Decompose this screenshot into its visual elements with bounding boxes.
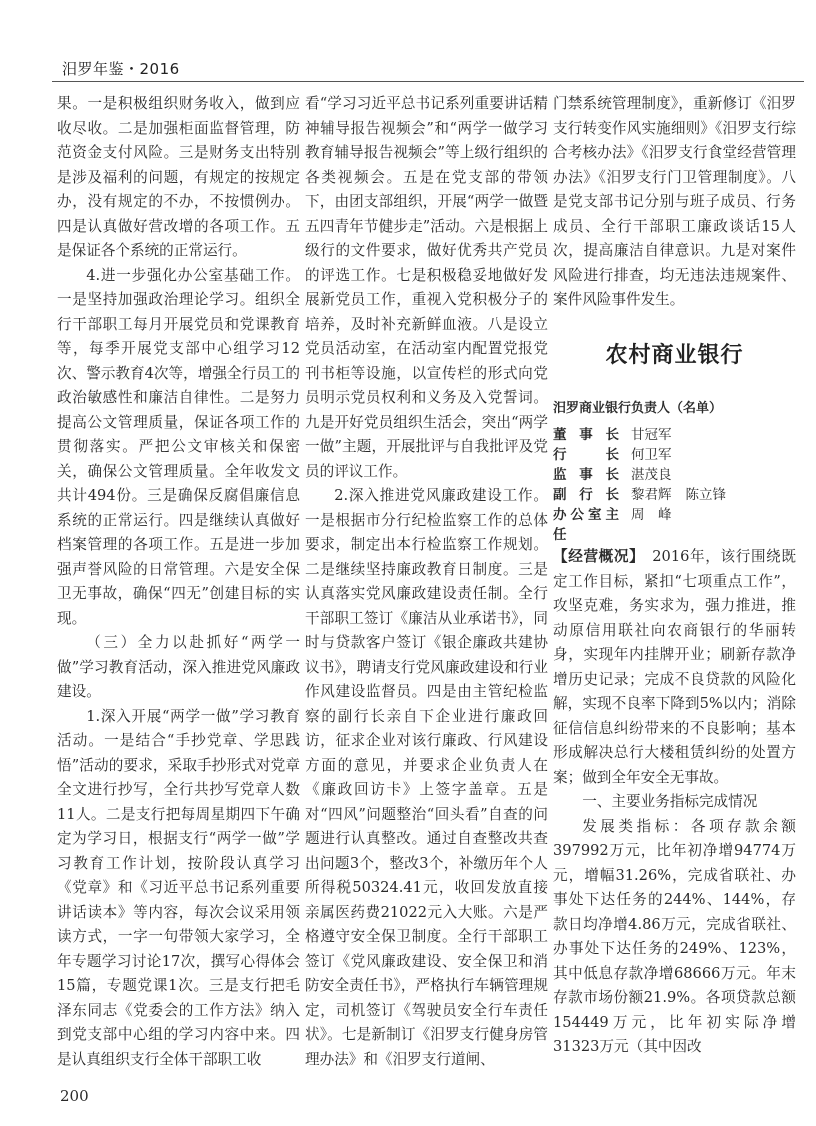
paragraph: 2.深入推进党风廉政建设工作。一是根据市分行纪检监察工作的总体要求，制定出本行检监察工作规划。二是继续坚持廉政教育日制度。三是认真落实党风廉政建设责任制。全行干部职工签订《廉洁从业承诺书》，同时与贷款客户签订《银企廉政共建协议书》，聘请支行党风廉政建设和行业作风建设监督员。四是由主管纪检监察的副行长亲自下企业进行廉政回访，征求企业对该行廉政、行风建设方面的意见，并要求企业负责人在《廉政回访卡》上签字盖章。五是对“四风”问题整治“回头看”自查的问题进行认真整改。通过自查整改共查出问题3个，整改3个，补缴历年个人所得税50324.41元，收回发放直接亲属医药费21022元入大账。六是严格遵守安全保卫制度。全行干部职工签订《党风廉政建设、安全保卫和消防安全责任书》，严格执行车辆管理规定，司机签订《驾驶员安全行车责任状》。七是新制订《汨罗支行健身房管理办法》和《汨罗支行道闸、	[305, 487, 548, 1068]
paragraph: 果。一是积极组织财务收入，做到应收尽收。二是加强柜面监督管理，防范资金支付风险。三是财务支出特别是涉及福利的问题，有规定的按规定办，没有规定的不办，不按惯例办。四是认真做好营改增的各项工作。五是保证各个系统的正常运行。	[57, 95, 300, 259]
text-column-3	[553, 92, 796, 1060]
page-number: 200	[60, 1087, 89, 1105]
leaders-list	[553, 425, 796, 545]
paragraph: 发展类指标：各项存款余额397992万元，比年初净增94774万元，增幅31.26%，完成省联社、办事处下达任务的244%、144%，存款日均净增4.86万元，完成省联社、办事处下达任务的249%、123%，其中低息存款净增68666万元。年末存款市场份额21.9%。各项贷款总额154449万元，比年初实际净增31323万元（其中因改	[553, 817, 796, 1055]
paragraph: 1.深入开展“两学一做”学习教育活动。一是结合“手抄党章、学思践悟”活动的要求，采取手抄形式对党章全文进行抄写，全行共抄写党章人数11人。二是支行把每周星期四下午确定为学习日，根据支行“两学一做”学习教育工作计划，按阶段认真学习《党章》和《习近平总书记系列重要讲话读本》等内容，每次会议采用领读方式，一字一句带领大家学习，全年专题学习讨论17次，撰写心得体会15篇，专题党课1次。三是支行把毛泽东同志《党委会的工作方法》纳入到党支部中心组的学习内容中来。四是认真组织支行全体干部职工收	[57, 707, 300, 1068]
leader-row	[553, 505, 796, 545]
leader-role: 副行长	[553, 487, 619, 503]
text-column-1	[57, 92, 300, 1072]
leaders-heading: 汨罗商业银行负责人（名单）	[553, 400, 723, 416]
section-title: 农村商业银行	[605, 341, 744, 368]
leader-role: 行长	[553, 447, 619, 463]
leader-row	[553, 445, 796, 465]
leader-name: 周 峰	[631, 507, 672, 523]
leader-name: 黎君辉	[631, 487, 672, 503]
overview-paragraph	[553, 545, 796, 790]
paragraph: 门禁系统管理制度》，重新修订《汨罗支行转变作风实施细则》《汨罗支行综合考核办法》《汨罗支行食堂经营管理办法》《汨罗支行门卫管理制度》。八是党支部书记分别与班子成员、行务成员、全行干部职工廉政谈话15人次，提高廉洁自律意识。九是对案件风险进行排查，均无违法违规案件、案件风险事件发生。	[553, 95, 796, 308]
overview-tag: 【经营概况】	[553, 548, 638, 565]
leader-role: 监事长	[553, 467, 619, 483]
leader-name: 甘冠军	[631, 427, 672, 443]
paragraph: （三）全力以赴抓好“两学一做”学习教育活动，深入推进党风廉政建设。	[57, 634, 300, 700]
subheading: 一、主要业务指标完成情况	[582, 793, 758, 810]
leader-name: 湛茂良	[631, 467, 672, 483]
running-header-title: 汨罗年鉴・2016	[62, 60, 180, 78]
leader-name: 陈立锋	[685, 487, 726, 503]
paragraph: 4.进一步强化办公室基础工作。一是坚持加强政治理论学习。组织全行干部职工每月开展党员和党课教育等，每季开展党支部中心组学习12次、警示教育4次等，增强全行员工的政治敏感性和廉洁自律性。二是努力提高公文管理质量，保证各项工作的贯彻落实。严把公文审核关和保密关，确保公文管理质量。全年收发文共计494份。三是确保反腐倡廉信息系统的正常运行。四是继续认真做好档案管理的各项工作。五是进一步加强声誉风险的日常管理。六是安全保卫无事故，确保“四无”创建目标的实现。	[57, 266, 300, 627]
text-column-2	[305, 92, 548, 1072]
leader-row	[553, 465, 796, 485]
leader-role: 董事长	[553, 427, 619, 443]
overview-text: 2016年，该行围绕既定工作目标，紧扣“七项重点工作”，攻坚克难，务实求为，强力推进，推动原信用联社向农商银行的华丽转身，实现年内挂牌开业；刷新存款净增历史记录；完成不良贷款的风险化解，实现不良率下降到5%以内；消除征信信息纠纷带来的不良影响；基本形成解决总行大楼租赁纠纷的处置方案；做到全年安全无事故。	[553, 548, 796, 786]
leader-row	[553, 485, 796, 505]
leader-row	[553, 425, 796, 445]
leader-role: 办公室主任	[553, 507, 619, 543]
paragraph: 看“学习习近平总书记系列重要讲话精神辅导报告视频会”和“两学一做学习教育辅导报告视频会”等上级行组织的各类视频会。五是在党支部的带领下，由团支部组织，开展“两学一做暨五四青年节健步走”活动。六是根据上级行的文件要求，做好优秀共产党员的评选工作。七是积极稳妥地做好发展新党员工作，重视入党积极分子的培养，及时补充新鲜血液。八是设立党员活动室，在活动室内配置党报党刊书柜等设施，以宣传栏的形式向党员明示党员权利和义务及入党誓词。九是开好党员组织生活会，突出“两学一做”主题，开展批评与自我批评及党员的评议工作。	[305, 95, 548, 480]
leader-name: 何卫军	[631, 447, 672, 463]
